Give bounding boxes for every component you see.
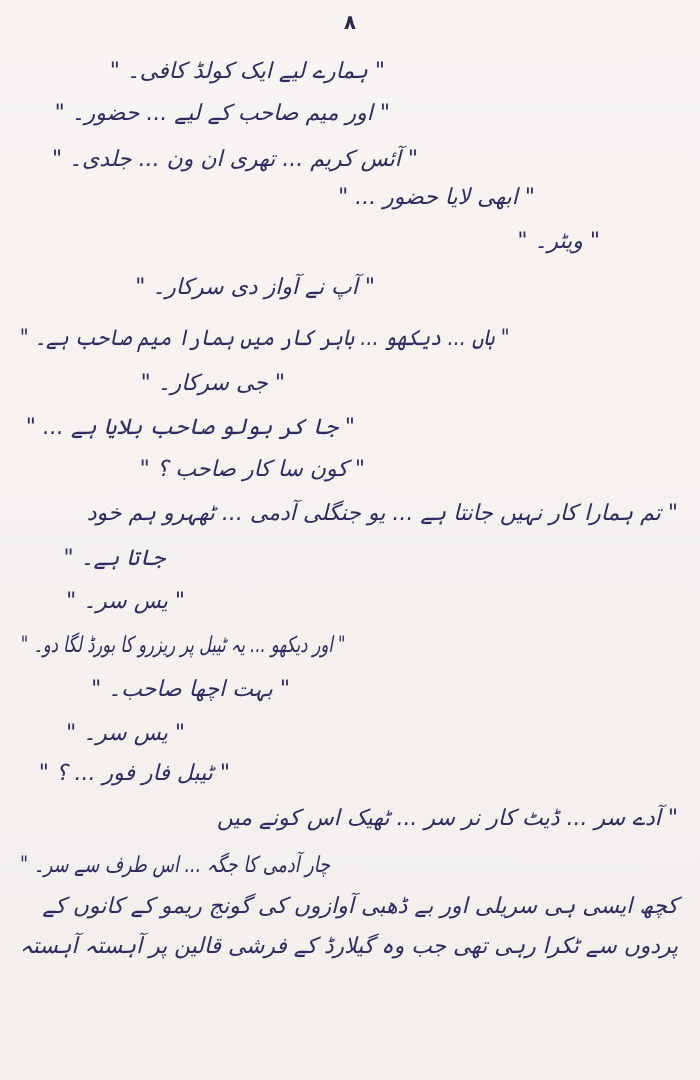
text-line: " کون سا کار صاحب ؟ ": [139, 457, 365, 482]
text-line: " آئس کریم ... تھری ان ون ... جلدی۔ ": [51, 147, 418, 172]
text-line: " جا کر بولو صاحب بلایا ہے ... ": [25, 415, 355, 440]
text-line: کچھ ایسی ہی سریلی اور بے ڈھبی آوازوں کی گونج ریمو کے کانوں کے: [42, 894, 678, 919]
text-line: " یس سر۔ ": [66, 589, 185, 614]
text-line: " ویٹر۔ ": [517, 229, 600, 254]
text-line: " ابھی لایا حضور ... ": [338, 185, 535, 210]
text-line: " ہاں ... دیکھو ... باہر کار میں ہمارا میم صاحب ہے۔ ": [20, 326, 510, 351]
text-line: " یس سر۔ ": [66, 721, 185, 746]
text-line: " تم ہمارا کار نہیں جانتا ہے ... یو جنگلی آدمی ... ٹھہرو ہم خود: [86, 501, 678, 526]
text-line: پردوں سے ٹکرا رہی تھی جب وہ گیلارڈ کے فرشی قالین پر آہستہ آہستہ: [19, 934, 678, 959]
text-line: " آپ نے آواز دی سرکار۔ ": [135, 275, 375, 300]
text-line: جاتا ہے۔ ": [63, 546, 165, 571]
text-line: " بہت اچھا صاحب۔ ": [91, 677, 290, 702]
text-line: " جی سرکار۔ ": [140, 371, 285, 396]
text-line: " ہمارے لیے ایک کولڈ کافی۔ ": [109, 59, 385, 84]
text-line: چار آدمی کا جگہ ... اس طرف سے سر۔ ": [19, 853, 330, 878]
text-line: " اور دیکھو ... یہ ٹیبل پر ریزرو کا بورڈ لگا دو۔ ": [20, 633, 345, 658]
text-line: " ٹیبل فار فور ... ؟ ": [38, 761, 230, 786]
text-line: " آدے سر ... ڈیٹ کار نر سر ... ٹھیک اس کونے میں: [216, 806, 678, 831]
page-number: ۸: [343, 10, 357, 34]
text-line: " اور میم صاحب کے لیے ... حضور۔ ": [54, 101, 390, 126]
